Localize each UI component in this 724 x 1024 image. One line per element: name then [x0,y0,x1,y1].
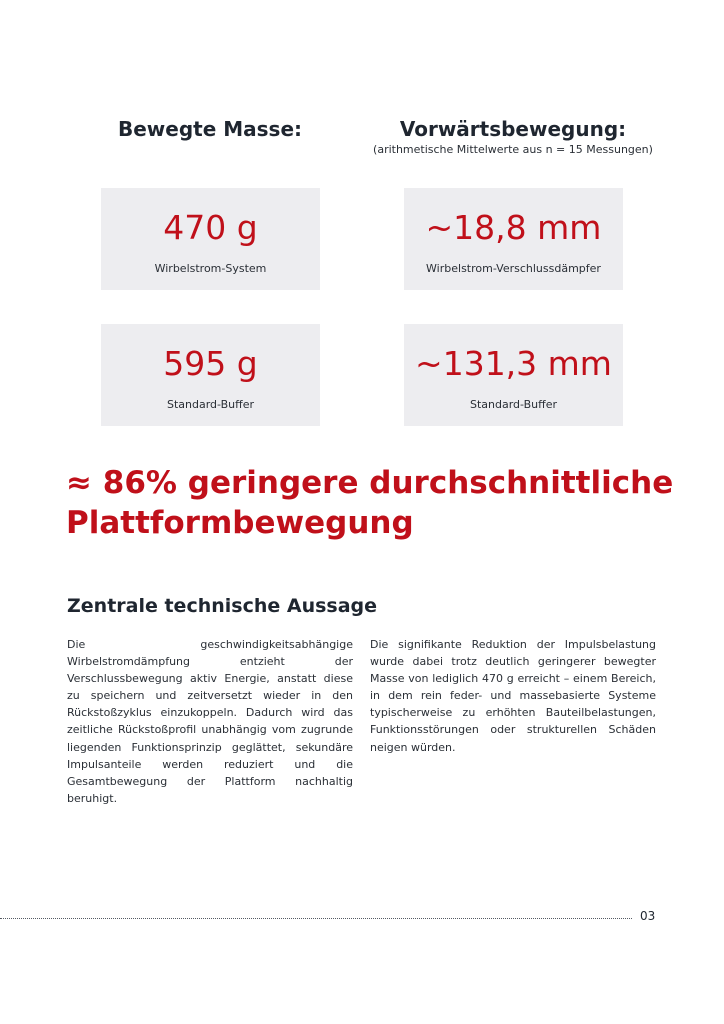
card-label: Wirbelstrom-Verschlussdämpfer [426,262,601,275]
card-mass-standard [101,324,320,426]
card-mass-eddy [101,188,320,290]
column-heading-movement: Vorwärtsbewegung: [399,117,627,141]
card-value: ~18,8 mm [425,208,602,247]
column-heading-mass: Bewegte Masse: [117,117,303,141]
card-value: 470 g [163,208,258,247]
headline: ≈ 86% geringere durchschnittliche Plattformbewegung [66,465,674,541]
paragraph-right: Die signifikante Reduktion der Impulsbelastung wurde dabei trotz deutlich geringerer bewegter Masse von lediglich 470 g erreicht – einem Bereich, in dem rein feder- und massebasierte Systeme typischerweise zu erhöhten Bauteilbelastungen, Funktionsstörungen oder strukturellen Schäden neigen würden. [370,638,656,754]
footer-divider [0,918,632,919]
card-value: 595 g [163,344,258,383]
paragraph-left: Die geschwindigkeitsabhängige Wirbelstromdämpfung entzieht der Verschlussbewegung aktiv Energie, anstatt diese zu speichern und zeitversetzt wieder in den Rückstoßzyklus einzukoppeln. Dadurch wird das zeitliche Rückstoßprofil unabhängig vom zugrunde liegenden Funktionsprinzip geglättet, sekundäre Impulsanteile werden reduziert und die Gesamtbewegung der Plattform nachhaltig beruhigt. [67,638,353,805]
card-movement-eddy [404,188,623,290]
section-title: Zentrale technische Aussage [67,595,378,617]
card-value: ~131,3 mm [415,344,612,383]
card-label: Standard-Buffer [469,398,557,411]
page-number: 03 [640,909,656,923]
card-label: Wirbelstrom-System [154,262,267,275]
column-subheading-movement: (arithmetische Mittelwerte aus n = 15 Messungen) [373,143,653,156]
card-movement-standard [404,324,623,426]
card-label: Standard-Buffer [166,398,254,411]
